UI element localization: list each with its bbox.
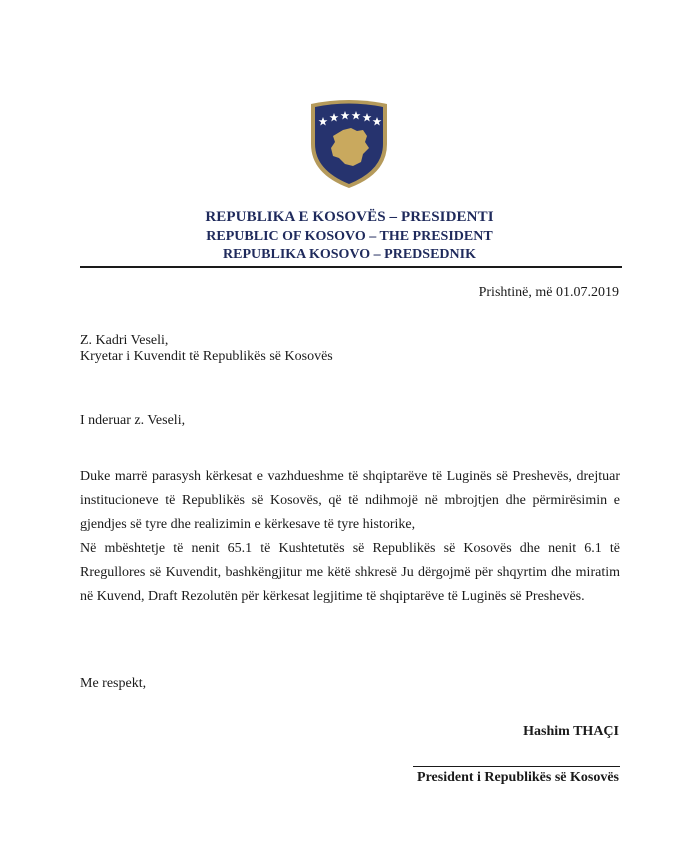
letter-body xyxy=(80,465,620,609)
salutation: I nderuar z. Veseli, xyxy=(80,413,186,428)
body-paragraph: Duke marrë parasysh kërkesat e vazhdueshme të shqiptarëve të Luginës së Preshevës, drejtuar institucioneve të Republikës së Kosovës, që të ndihmojë në mbrojtjen dhe përmirësimin e gjendjes së tyre dhe realizimin e kërkesave të tyre historike, xyxy=(80,469,620,532)
letterhead-line-albanian: REPUBLIKA E KOSOVËS – PRESIDENTI xyxy=(205,209,494,225)
letterhead-line-serbian: REPUBLIKA KOSOVO – PREDSEDNIK xyxy=(223,247,476,262)
signer-name: Hashim THAÇI xyxy=(523,724,619,739)
signature-line xyxy=(413,766,620,767)
kosovo-coat-of-arms-icon xyxy=(307,98,391,190)
body-paragraph: Në mbështetje të nenit 65.1 të Kushtetutës së Republikës së Kosovës dhe nenit 6.1 të Rregullores së Kuvendit, bashkëngjitur me këtë shkresë Ju dërgojmë për shqyrtim dhe miratim në Kuvend, Draft Rezolutën për kërkesat legjitime të shqiptarëve të Luginës së Preshevës. xyxy=(80,541,620,604)
signer-title: President i Republikës së Kosovës xyxy=(417,770,619,785)
letter-date: Prishtinë, më 01.07.2019 xyxy=(478,285,619,300)
closing: Me respekt, xyxy=(80,676,147,691)
letterhead-line-english: REPUBLIC OF KOSOVO – THE PRESIDENT xyxy=(206,229,493,244)
header-divider xyxy=(80,266,622,268)
recipient-title: Kryetar i Kuvendit të Republikës së Kosovës xyxy=(80,349,333,364)
recipient-name: Z. Kadri Veseli, xyxy=(80,333,169,348)
